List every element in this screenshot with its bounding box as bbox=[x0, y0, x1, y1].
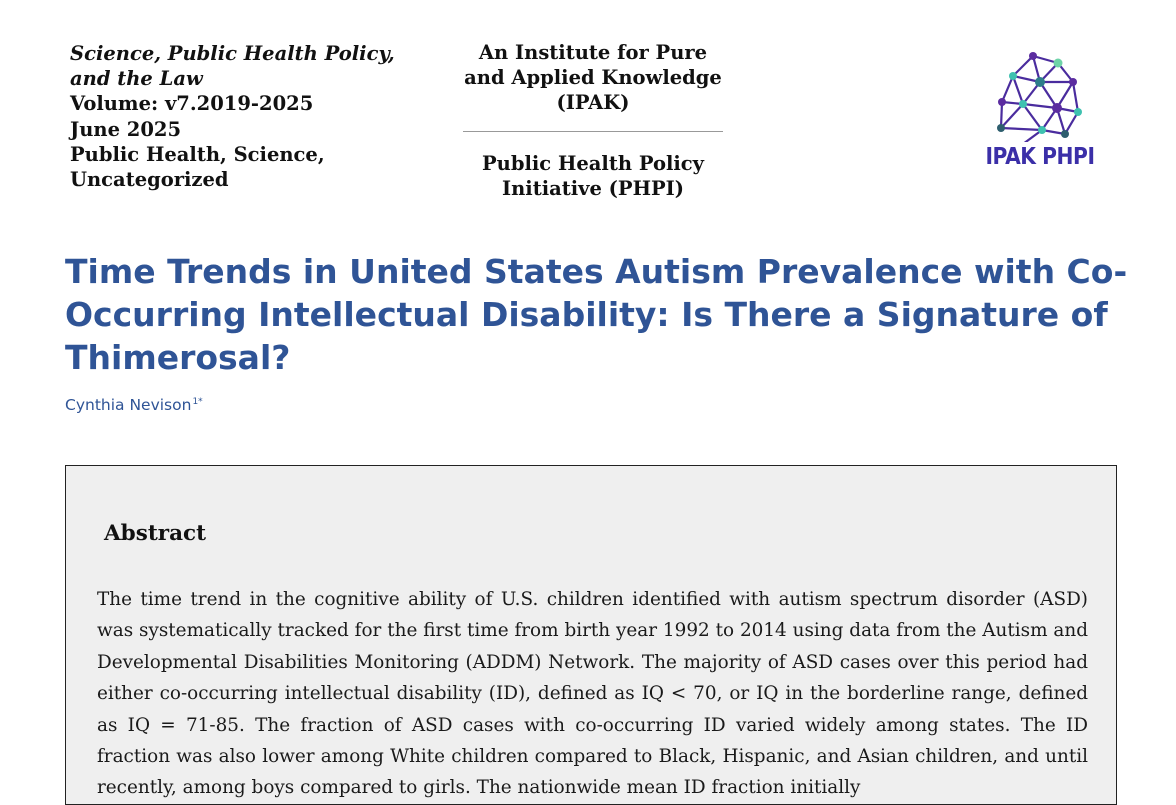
journal-categories-line1: Public Health, Science, bbox=[70, 142, 325, 166]
initiative-line1: Public Health Policy bbox=[482, 152, 704, 175]
article-title: Time Trends in United States Autism Prevalence with Co-Occurring Intellectual Disability: Is There a Signature of Thimerosal? bbox=[65, 252, 1128, 377]
abstract-heading: Abstract bbox=[104, 521, 207, 546]
institute-line3: (IPAK) bbox=[556, 91, 630, 115]
institute-line2: and Applied Knowledge bbox=[464, 66, 722, 90]
author-name[interactable]: Cynthia Nevison bbox=[65, 396, 192, 414]
network-graph-icon bbox=[972, 46, 1108, 142]
journal-date: June 2025 bbox=[70, 117, 182, 141]
header-divider bbox=[463, 131, 723, 132]
initiative-name bbox=[463, 151, 723, 201]
initiative-line2: Initiative (PHPI) bbox=[501, 177, 685, 201]
journal-volume: Volume: v7.2019-2025 bbox=[70, 92, 314, 116]
author-byline[interactable] bbox=[65, 396, 203, 414]
journal-name-line1: Science, Public Health Policy, bbox=[70, 42, 395, 65]
logo-text: IPAK PHPI bbox=[985, 144, 1095, 170]
abstract-text: The time trend in the cognitive ability of U.S. children identified with autism spectrum disorder (ASD) was systematically tracked for the first time from birth year 1992 to 2014 using data from the Autism and Developmental Disabilities Monitoring (ADDM) Network. The majority of ASD cases over this period had either co-occurring intellectual disability (ID), defined as IQ < 70, or IQ in the borderline range, defined as IQ = 71-85. The fraction of ASD cases with co-occurring ID varied widely among states. The ID fraction was also lower among White children compared to Black, Hispanic, and Asian children, and until recently, among boys compared to girls. The nationwide mean ID fraction initially bbox=[97, 589, 1088, 799]
author-affiliation-marker: 1* bbox=[192, 397, 203, 407]
journal-info bbox=[70, 41, 430, 192]
institute-name bbox=[463, 40, 723, 116]
abstract-box bbox=[65, 465, 1117, 805]
institute-line1: An Institute for Pure bbox=[478, 41, 708, 64]
ipak-phpi-logo bbox=[972, 46, 1108, 178]
journal-categories-line2: Uncategorized bbox=[70, 168, 229, 192]
journal-name-line2: and the Law bbox=[70, 67, 203, 91]
